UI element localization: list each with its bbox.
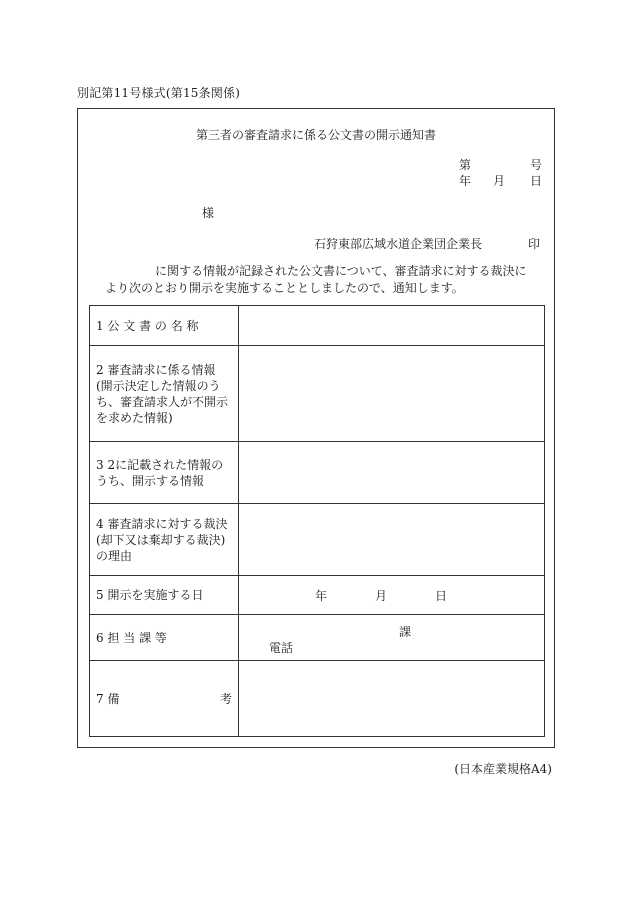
table-row xyxy=(90,504,545,576)
row-label-disclosed-info: 3 2に記載された情報のうち、開示する情報 xyxy=(90,442,239,504)
table-row xyxy=(90,615,545,661)
table-row xyxy=(90,442,545,504)
section-suffix: 課 xyxy=(399,625,412,639)
intro-line-2: より次のとおり開示を実施することとしましたので、通知します。 xyxy=(105,281,464,295)
row-label-disclosure-date: 5 開示を実施する日 xyxy=(90,576,239,615)
row-label-remarks xyxy=(90,661,239,737)
document-title: 第三者の審査請求に係る公文書の開示通知書 xyxy=(195,128,436,142)
number-prefix: 第 xyxy=(459,158,472,172)
paper-size-note: (日本産業規格A4) xyxy=(454,762,552,776)
disclosure-date-month: 月 xyxy=(375,589,388,603)
notice-frame xyxy=(77,108,555,748)
date-year: 年 xyxy=(459,174,472,188)
row-value-disclosure-date[interactable] xyxy=(239,576,545,615)
table-row xyxy=(90,346,545,442)
table-row xyxy=(90,661,545,737)
date-day: 日 xyxy=(530,174,543,188)
row-value-responsible-section[interactable] xyxy=(239,615,545,661)
disclosure-date-year: 年 xyxy=(315,589,328,603)
issuer-name: 石狩東部広域水道企業団企業長 xyxy=(314,237,483,251)
row-label-document-name: 1 公 文 書 の 名 称 xyxy=(90,306,239,346)
row-value-remarks[interactable] xyxy=(239,661,545,737)
table-row xyxy=(90,306,545,346)
table-row xyxy=(90,576,545,615)
notice-table xyxy=(89,305,545,737)
number-suffix: 号 xyxy=(530,158,543,172)
row-value-ruling-reason[interactable] xyxy=(239,504,545,576)
row-label-ruling-reason: 4 審査請求に対する裁決(却下又は棄却する裁決)の理由 xyxy=(90,504,239,576)
form-caption: 別記第11号様式(第15条関係) xyxy=(77,86,241,100)
row-value-document-name[interactable] xyxy=(239,306,545,346)
row-value-requested-info[interactable] xyxy=(239,346,545,442)
addressee-honorific: 様 xyxy=(202,206,215,220)
row-value-disclosed-info[interactable] xyxy=(239,442,545,504)
row-label-requested-info: 2 審査請求に係る情報(開示決定した情報のうち、審査請求人が不開示を求めた情報) xyxy=(90,346,239,442)
disclosure-date-day: 日 xyxy=(435,589,448,603)
seal-mark: 印 xyxy=(528,237,541,251)
intro-line-1: に関する情報が記録された公文書について、審査請求に対する裁決に xyxy=(155,264,527,278)
date-month: 月 xyxy=(493,174,506,188)
remarks-label-start: 7 備 xyxy=(96,691,120,706)
intro-text xyxy=(105,263,535,297)
row-label-responsible-section: 6 担 当 課 等 xyxy=(90,615,239,661)
phone-label: 電話 xyxy=(269,641,294,655)
remarks-label-end: 考 xyxy=(219,691,232,706)
